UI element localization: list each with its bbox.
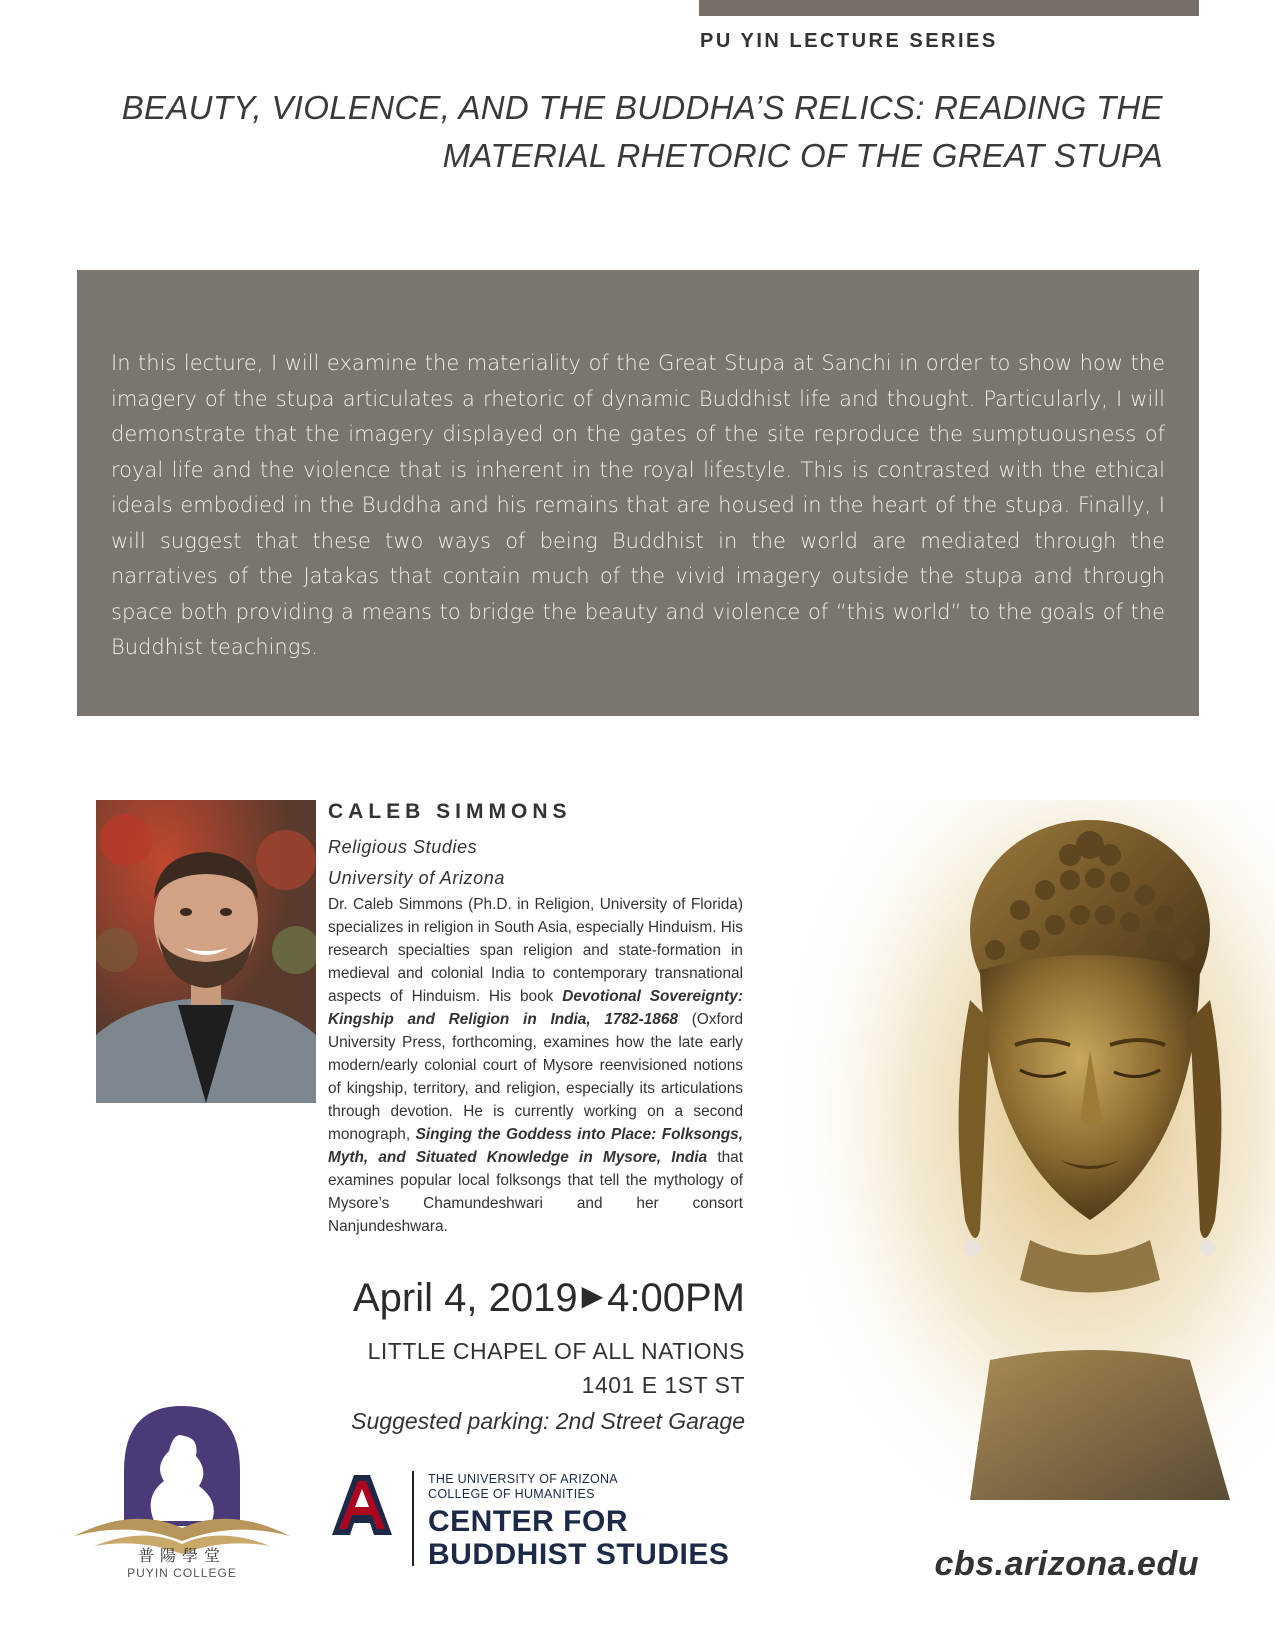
event-datetime <box>320 1276 745 1321</box>
bio-book-title-1: Devotional Sovereignty: Kingship and Religion in India, 1782-1868 <box>328 988 743 1028</box>
lecture-title-line-1: BEAUTY, VIOLENCE, AND THE BUDDHA’S RELICS: READING THE <box>121 89 1163 126</box>
abstract-panel <box>77 270 1199 716</box>
bio-book-title-2: Singing the Goddess into Place: Folksongs, Myth, and Situated Knowledge in Mysore, India <box>328 1126 743 1166</box>
puyin-college-logo <box>74 1396 290 1561</box>
triangle-right-icon: ▶ <box>581 1280 604 1311</box>
center-name-line-2: BUDDHIST STUDIES <box>428 1538 730 1571</box>
buddha-head-image <box>790 800 1275 1500</box>
lecture-title-line-2: MATERIAL RHETORIC OF THE GREAT STUPA <box>442 137 1163 174</box>
speaker-bio <box>328 893 743 1238</box>
center-name <box>428 1505 729 1571</box>
logo-divider <box>412 1471 414 1566</box>
ua-university-name: THE UNIVERSITY OF ARIZONA <box>428 1472 618 1486</box>
lecture-title <box>103 84 1163 180</box>
parking-note: Suggested parking: 2nd Street Garage <box>351 1408 745 1434</box>
top-accent-bar <box>699 0 1199 16</box>
speaker-department: Religious Studies <box>328 837 478 857</box>
speaker-info <box>328 800 743 894</box>
website-url[interactable]: cbs.arizona.edu <box>934 1545 1199 1583</box>
event-date: April 4, 2019 <box>353 1276 578 1320</box>
lecture-series-label: PU YIN LECTURE SERIES <box>700 30 998 52</box>
bio-text-2: (Oxford University Press, forthcoming, examines how the late early modern/early colonial court of Mysore reenvisioned notions of kingship, territory, and religion, especially its articulations through devotion. He is currently working on a second monograph, <box>328 1011 743 1143</box>
puyin-english-name: PUYIN COLLEGE <box>127 1566 237 1580</box>
bio-text-3: that examines popular local folksongs that tell the mythology of Mysore’s Chamundeshwari and her consort Nanjundeshwara. <box>328 1149 744 1235</box>
event-venue <box>368 1334 745 1402</box>
venue-name: LITTLE CHAPEL OF ALL NATIONS <box>367 1338 745 1364</box>
university-of-arizona-logo <box>328 1471 396 1539</box>
speaker-portrait-image <box>96 800 316 1103</box>
abstract-text: In this lecture, I will examine the materiality of the Great Stupa at Sanchi in order to show how the imagery of the stupa articulates a rhetoric of dynamic Buddhist life and thought. Particularly, I will demonstrate that the imagery displayed on the gates of the site reproduce the sumptuousness of royal life and the violence that is inherent in the royal lifestyle. This is contrasted with the ethical ideals embodied in the Buddha and his remains that are housed in the heart of the stupa. Finally, I will suggest that these two ways of being Buddhist in the world are mediated through the narratives of the Jatakas that contain much of the vivid imagery outside the stupa and through space both providing a means to bridge the beauty and violence of “this world” to the goals of the Buddhist teachings. <box>111 351 1165 659</box>
puyin-college-label <box>74 1543 290 1580</box>
buddha-illustration <box>790 800 1275 1500</box>
venue-address: 1401 E 1ST ST <box>581 1372 745 1398</box>
arizona-a-icon <box>328 1471 396 1539</box>
puyin-chinese-name: 普陽學堂 <box>137 1546 226 1565</box>
speaker-photo <box>96 800 316 1103</box>
speaker-university: University of Arizona <box>328 868 505 888</box>
center-name-line-1: CENTER FOR <box>428 1505 628 1538</box>
event-time: 4:00PM <box>607 1276 745 1320</box>
bio-text-1: Dr. Caleb Simmons (Ph.D. in Religion, University of Florida) specializes in religion in South Asia, especially Hinduism. His research specialties span religion and state-formation in medieval and colonial India to contemporary transnational aspects of Hinduism. His book <box>328 896 743 1005</box>
ua-college-name: COLLEGE OF HUMANITIES <box>428 1487 595 1501</box>
arizona-a-letter: A <box>361 1537 363 1538</box>
puyin-emblem-icon <box>74 1396 290 1561</box>
speaker-name: CALEB SIMMONS <box>328 800 572 823</box>
